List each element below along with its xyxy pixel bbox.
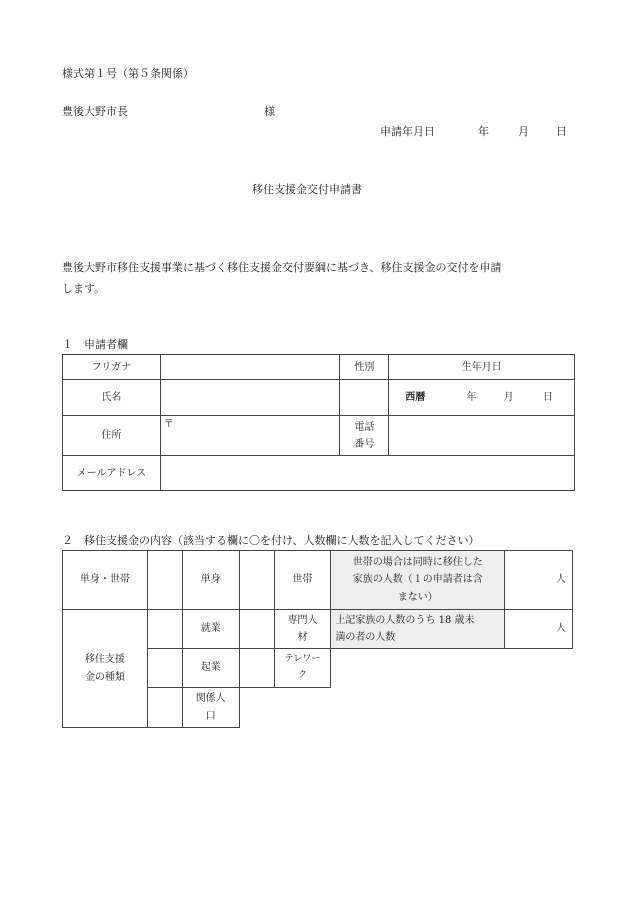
telework-mark-box[interactable] [239,649,274,688]
startup-label: 起業 [182,649,239,688]
name-label: 氏名 [63,380,161,416]
related-population-label: 関係人 口 [182,688,239,728]
subsidy-content-table [62,550,573,728]
single-household-label: 単身・世帯 [63,551,148,610]
addressee-honorific: 様 [264,105,275,118]
email-label: メールアドレス [63,456,161,491]
under18-count-label: 上記家族の人数のうち 18 歳未 満の者の人数 [331,610,505,649]
gender-label: 性別 [340,355,389,380]
under18-count-unit: 人 [556,623,566,635]
intro-line-2: します。 [62,282,106,295]
furigana-field[interactable] [160,355,340,380]
date-year-label: 年 [478,125,489,138]
employment-mark-box[interactable] [147,610,182,649]
applicant-table [62,354,575,491]
related-mark-box[interactable] [147,688,182,728]
era-label: 西暦 [405,392,426,403]
employment-label: 就業 [182,610,239,649]
section2-heading: ２ 移住支援金の内容（該当する欄に〇を付け、人数欄に人数を記入してください） [62,534,480,547]
household-count-field[interactable] [505,551,573,610]
name-field[interactable] [160,380,340,416]
household-mark-box[interactable] [239,551,274,610]
date-day-label: 日 [556,125,567,138]
phone-label: 電話 番号 [340,416,389,456]
document-title: 移住支援金交付申請書 [252,183,362,196]
birth-year-label: 年 [466,392,477,403]
postal-mark: 〒 [163,419,174,430]
household-count-unit: 人 [556,574,566,586]
single-label: 単身 [182,551,239,610]
subsidy-types-label: 移住支援 金の種類 [63,610,148,728]
address-field[interactable] [160,416,340,456]
phone-field[interactable] [389,416,575,456]
birthdate-label: 生年月日 [389,355,575,380]
household-count-label: 世帯の場合は同時に移住した 家族の人数（１の申請者は含 まない） [331,551,505,610]
email-field[interactable] [160,456,574,491]
specialist-mark-box[interactable] [239,610,274,649]
birth-month-label: 月 [503,392,514,403]
gender-field[interactable] [340,380,389,416]
specialist-label: 専門人 材 [274,610,331,649]
application-date-label: 申請年月日 [380,125,435,138]
section1-heading: １ 申請者欄 [62,338,128,351]
intro-line-1: 豊後大野市移住支援事業に基づく移住支援金交付要綱に基づき、移住支援金の交付を申請 [62,261,502,274]
telework-label: テレワー ク [274,649,331,688]
address-label: 住所 [63,416,161,456]
birthdate-field[interactable] [389,380,575,416]
addressee: 豊後大野市長 [62,105,128,118]
household-label: 世帯 [274,551,331,610]
under18-count-field[interactable] [505,610,573,649]
single-mark-box[interactable] [147,551,182,610]
furigana-label: フリガナ [63,355,161,380]
birth-day-label: 日 [542,392,553,403]
startup-mark-box[interactable] [147,649,182,688]
date-month-label: 月 [518,125,529,138]
form-number: 様式第１号（第５条関係） [62,67,194,80]
